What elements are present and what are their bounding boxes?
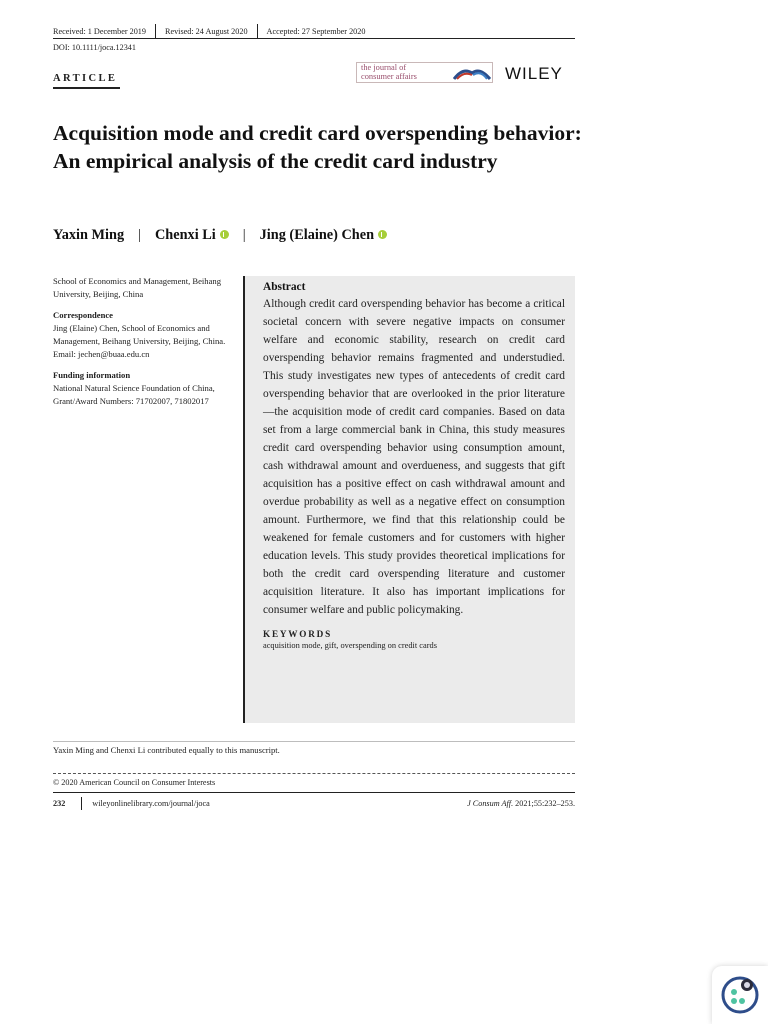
citation-volume: 2021;55:232–253.	[515, 798, 575, 808]
journal-abbrev: J Consum Aff.	[467, 798, 514, 808]
doi[interactable]: DOI: 10.1111/joca.12341	[53, 43, 136, 52]
chat-assistant-icon	[720, 975, 760, 1015]
author-list	[53, 227, 387, 244]
correspondence-text: Jing (Elaine) Chen, School of Economics and Management, Beihang University, Beijing, China.	[53, 323, 226, 346]
author-name[interactable]: Yaxin Ming	[53, 227, 125, 243]
journal-logo-line1: the journal of	[361, 63, 407, 72]
affiliation: School of Economics and Management, Beihang University, Beijing, China	[53, 276, 222, 299]
accepted-date: Accepted: 27 September 2020	[266, 26, 366, 36]
article-history	[53, 24, 575, 38]
divider	[155, 24, 156, 38]
journal-logo-line2: consumer affairs	[361, 71, 417, 81]
chat-assistant-button[interactable]	[712, 966, 768, 1024]
funding-text: National Natural Science Foundation of China, Grant/Award Numbers: 71702007, 71802017	[53, 383, 215, 406]
funding-heading: Funding information	[53, 370, 131, 380]
keywords-text: acquisition mode, gift, overspending on credit cards	[263, 641, 437, 650]
orcid-icon[interactable]	[378, 230, 387, 239]
abstract-heading: Abstract	[263, 281, 306, 293]
dashed-divider	[53, 773, 575, 774]
journal-logo[interactable]	[356, 62, 493, 83]
publisher-logo[interactable]: WILEY	[505, 64, 563, 83]
footnote-rule	[53, 741, 575, 742]
journal-citation	[467, 799, 575, 808]
page-number: 232	[53, 798, 66, 808]
author-name[interactable]: Chenxi Li	[154, 227, 216, 243]
footer-rule	[53, 792, 575, 793]
author-separator: |	[138, 227, 141, 243]
journal-logo-text	[357, 64, 447, 81]
article-type-underline	[53, 87, 120, 89]
correspondence-heading: Correspondence	[53, 310, 113, 320]
divider	[257, 24, 258, 38]
author-name[interactable]: Jing (Elaine) Chen	[259, 227, 375, 243]
correspondence-email[interactable]: Email: jechen@buaa.edu.cn	[53, 349, 150, 359]
journal-url[interactable]: wileyonlinelibrary.com/journal/joca	[92, 798, 210, 808]
author-separator: |	[242, 227, 246, 243]
page-footer	[53, 796, 575, 810]
author-info-column	[53, 275, 240, 408]
abstract-text: Although credit card overspending behavior has become a critical societal concern with severe negative impacts on consumer welfare and economic stability, research on credit card overspending behavior remains fragmented and understudied. This study investigates new types of antecedents of credit card overspending behavior that are overlooked in the prior literature—the acquisition mode of credit card companies. Based on data set from a large commercial bank in China, this study measures credit card overspending behavior using consumption amount, cash withdrawal amount and overdueness, and suggests that gift acquisition has a positive effect on cash withdrawal amount and overdue probability as well as a negative effect on consumption amount. Furthermore, we find that this relationship could be weakened for female customers and for customers with higher education levels. This study provides theoretical implications for both the credit card overspending literature and customer acquisition literature. It also has important implications for consumer welfare and public policymaking.	[263, 298, 565, 616]
orcid-icon[interactable]	[220, 230, 229, 239]
article-title: Acquisition mode and credit card overspending behavior: An empirical analysis of the credit card industry	[53, 121, 582, 173]
received-date: Received: 1 December 2019	[53, 26, 146, 36]
contribution-footnote: Yaxin Ming and Chenxi Li contributed equally to this manuscript.	[53, 745, 280, 755]
keywords-heading: KEYWORDS	[263, 629, 333, 639]
header-rule	[53, 38, 575, 39]
abstract-box	[245, 276, 575, 723]
journal-logo-mark-icon	[453, 65, 491, 81]
divider	[81, 797, 82, 810]
copyright-notice: © 2020 American Council on Consumer Interests	[53, 778, 216, 787]
revised-date: Revised: 24 August 2020	[164, 26, 248, 36]
article-type-label: ARTICLE	[53, 73, 118, 84]
